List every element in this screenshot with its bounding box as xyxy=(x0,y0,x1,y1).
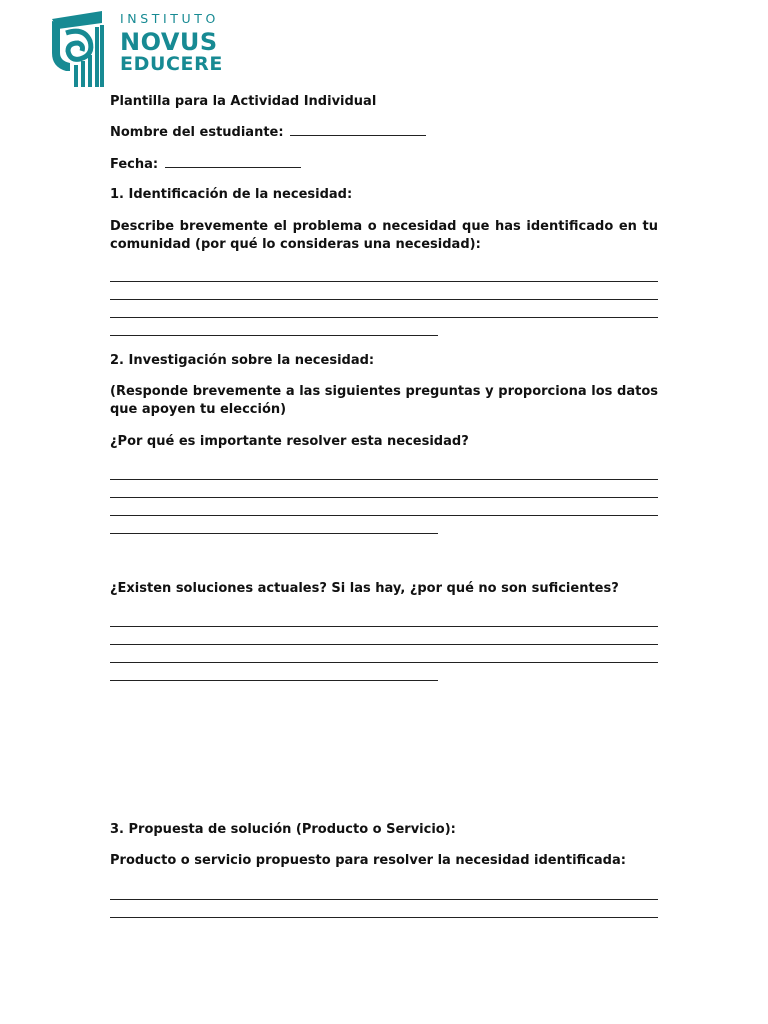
answer-line[interactable] xyxy=(110,899,658,900)
section3-heading: 3. Propuesta de solución (Producto o Servicio): xyxy=(110,822,456,837)
student-name-blank[interactable] xyxy=(290,124,426,136)
date-blank[interactable] xyxy=(165,156,301,168)
answer-line[interactable] xyxy=(110,662,658,663)
answer-line[interactable] xyxy=(110,479,658,480)
section1-prompt: Describe brevemente el problema o necesidad que has identificado en tu comunidad (por qué lo consideras una necesidad): xyxy=(110,219,658,252)
answer-line[interactable] xyxy=(110,680,438,681)
answer-line[interactable] xyxy=(110,515,658,516)
answer-line[interactable] xyxy=(110,917,658,918)
section1-heading: 1. Identificación de la necesidad: xyxy=(110,187,353,202)
section2-question2: ¿Existen soluciones actuales? Si las hay, ¿por qué no son suficientes? xyxy=(110,581,619,596)
answer-line[interactable] xyxy=(110,626,658,627)
answer-line[interactable] xyxy=(110,281,658,282)
section3-prompt: Producto o servicio propuesto para resolver la necesidad identificada: xyxy=(110,853,626,868)
logo-line-novus: NOVUS xyxy=(120,27,218,56)
student-name-row xyxy=(110,124,658,142)
answer-line[interactable] xyxy=(110,533,438,534)
date-label: Fecha: xyxy=(110,157,159,172)
date-row xyxy=(110,156,658,174)
answer-line[interactable] xyxy=(110,299,658,300)
logo-line-educere: EDUCERE xyxy=(120,52,223,75)
answer-line[interactable] xyxy=(110,644,658,645)
section2-question1: ¿Por qué es importante resolver esta necesidad? xyxy=(110,434,469,449)
section2-instruction: (Responde brevemente a las siguientes preguntas y proporciona los datos que apoyen tu elección) xyxy=(110,384,658,417)
institute-logo xyxy=(50,9,230,89)
logo-wordmark xyxy=(120,13,223,74)
student-name-label: Nombre del estudiante: xyxy=(110,125,284,140)
document-title: Plantilla para la Actividad Individual xyxy=(110,94,377,109)
ionic-column-icon xyxy=(50,9,106,87)
section2-heading: 2. Investigación sobre la necesidad: xyxy=(110,353,375,368)
logo-line-instituto: INSTITUTO xyxy=(120,11,219,26)
answer-line[interactable] xyxy=(110,497,658,498)
answer-line[interactable] xyxy=(110,317,658,318)
answer-line[interactable] xyxy=(110,335,438,336)
